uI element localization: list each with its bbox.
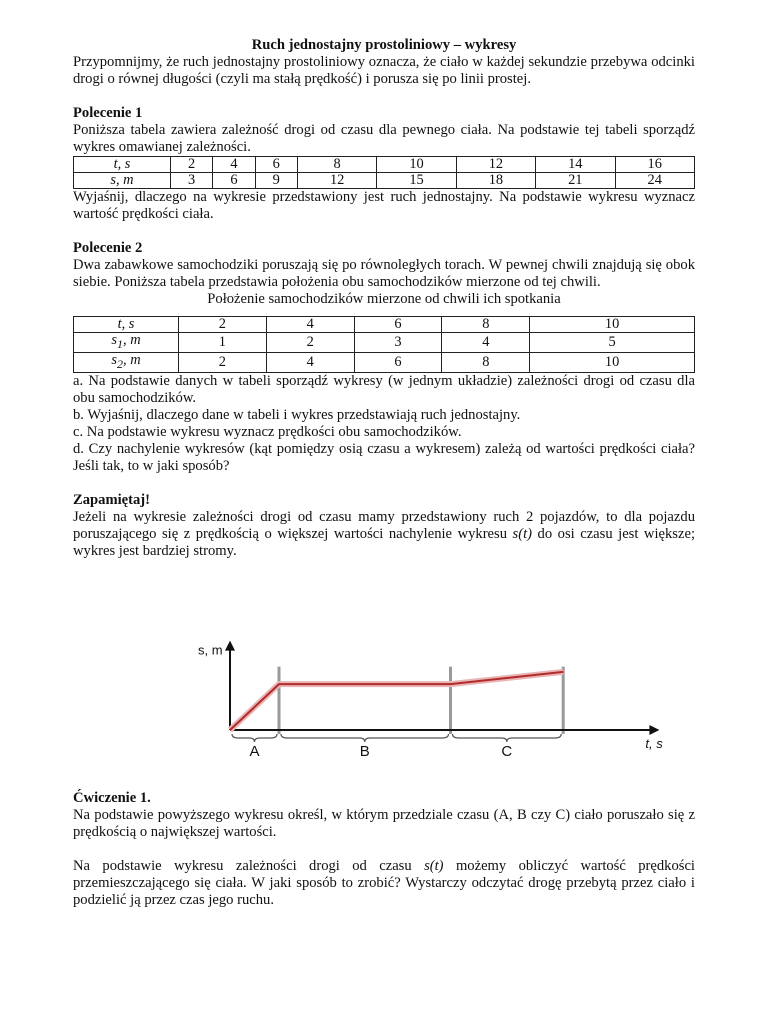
table-header-cell: t, s <box>74 317 179 333</box>
y-axis-label: s, m <box>198 642 223 658</box>
task2-text: Dwa zabawkowe samochodziki poruszają się po równoległych torach. W pewnej chwili znajdują się obok siebie. Poniższa tabela przedstawia położenia obu samochodzików mierzone od tej chwili. <box>73 257 695 290</box>
exercise-text: Na podstawie powyższego wykresu określ, w którym przedziale czasu (A, B czy C) ciało poruszało się z prędkością o największej wartości. <box>73 806 695 840</box>
exercise-st-symbol: s(t) <box>424 857 444 874</box>
table-header-cell: t, s <box>74 157 171 173</box>
remember-text <box>73 509 695 560</box>
task2-items <box>73 373 695 475</box>
exercise-text-2 <box>73 858 695 909</box>
label-unit: , m <box>123 332 141 348</box>
exercise-text-part: możemy obliczyć wartość prędkości przemieszczającego się ciała. W jaki sposób to zrobić? Wystarczy odczytać drogę przebytą przez ciało i podzielić ją przez czas jego ruchu. <box>73 857 695 908</box>
document-page <box>73 36 695 909</box>
table-cell: 8 <box>442 352 530 372</box>
table-cell: 4 <box>213 157 255 173</box>
interval-bracket <box>453 734 562 742</box>
task1-text: Poniższa tabela zawiera zależność drogi od czasu dla pewnego ciała. Na podstawie tej tabeli sporządź wykres omawianej zależności. <box>73 122 695 155</box>
interval-label: A <box>249 742 260 760</box>
table-cell: 4 <box>266 317 354 333</box>
table-cell: 3 <box>354 333 442 353</box>
remember-text-part: Jeżeli na wykresie zależności drogi od czasu mamy przedstawiony ruch 2 pojazdów, to dla pojazdu poruszającego się z prędkością o większej wartości nachylenie wykresu <box>73 508 695 542</box>
table-cell: 16 <box>615 157 695 173</box>
task2-table-caption: Położenie samochodzików mierzone od chwili ich spotkania <box>207 291 561 307</box>
table-cell: 2 <box>266 333 354 353</box>
table-row <box>74 157 695 173</box>
y-axis-arrow <box>225 640 235 650</box>
interval-label: B <box>359 742 370 760</box>
table-cell: 6 <box>354 352 442 372</box>
x-axis-label: t, s <box>645 735 663 751</box>
table-cell: 12 <box>456 157 535 173</box>
remember-st-symbol: s(t) <box>512 525 533 542</box>
label-subscript: 2 <box>117 356 123 371</box>
table-cell: 6 <box>354 317 442 333</box>
table-cell: 1 <box>179 333 267 353</box>
table-cell: 2 <box>171 157 213 173</box>
table-header-cell <box>74 333 179 353</box>
task1-heading: Polecenie 1 <box>73 105 143 121</box>
page-title: Ruch jednostajny prostoliniowy – wykresy <box>251 37 517 53</box>
table-cell: 4 <box>266 352 354 372</box>
list-item: c. Na podstawie wykresu wyznacz prędkości obu samochodzików. <box>73 423 462 440</box>
table-cell: 8 <box>297 157 376 173</box>
distance-time-graph <box>73 566 695 778</box>
table-row <box>74 333 695 353</box>
table-row <box>74 173 695 189</box>
table-row <box>74 352 695 372</box>
table-cell: 10 <box>530 317 695 333</box>
remember-text-part: do osi czasu jest większe; wykres jest bardziej stromy. <box>73 525 695 559</box>
task1-after-text: Wyjaśnij, dlaczego na wykresie przedstawiony jest ruch jednostajny. Na podstawie wykresu wyznacz wartość prędkości ciała. <box>73 189 695 222</box>
table-cell: 21 <box>536 173 615 189</box>
list-item: b. Wyjaśnij, dlaczego dane w tabeli i wykres przedstawiają ruch jednostajny. <box>73 406 521 423</box>
task1-table <box>73 156 695 189</box>
table-cell: 8 <box>442 317 530 333</box>
table-cell: 9 <box>255 173 297 189</box>
table-cell: 4 <box>442 333 530 353</box>
table-cell: 24 <box>615 173 695 189</box>
table-cell: 12 <box>297 173 376 189</box>
remember-heading: Zapamiętaj! <box>73 491 151 508</box>
table-header-cell <box>74 352 179 372</box>
table-cell: 5 <box>530 333 695 353</box>
table-cell: 14 <box>536 157 615 173</box>
table-header-cell: s, m <box>74 173 171 189</box>
intro-paragraph: Przypomnijmy, że ruch jednostajny prostoliniowy oznacza, że ciało w każdej sekundzie przebywa odcinki drogi o równej długości (czyli ma stałą prędkość) i porusza się po linii prostej. <box>73 54 695 87</box>
table-cell: 10 <box>377 157 456 173</box>
interval-bracket <box>281 734 449 742</box>
table-cell: 2 <box>179 317 267 333</box>
label-unit: , m <box>123 351 141 368</box>
task2-table <box>73 316 695 373</box>
label-main: s <box>111 332 117 348</box>
label-subscript: 1 <box>117 336 123 351</box>
interval-bracket <box>232 734 277 742</box>
exercise-text-part: Na podstawie wykresu zależności drogi od czasu <box>73 857 425 874</box>
table-cell: 6 <box>255 157 297 173</box>
list-item: d. Czy nachylenie wykresów (kąt pomiędzy osią czasu a wykresem) zależą od wartości prędkości ciała? Jeśli tak, to w jaki sposób? <box>73 440 695 474</box>
exercise-heading: Ćwiczenie 1. <box>73 789 151 806</box>
table-cell: 3 <box>171 173 213 189</box>
table-cell: 18 <box>456 173 535 189</box>
list-item: a. Na podstawie danych w tabeli sporządź wykresy (w jednym układzie) zależności drogi od czasu dla obu samochodzików. <box>73 372 695 406</box>
table-row <box>74 317 695 333</box>
x-axis-arrow <box>649 725 659 735</box>
table-cell: 2 <box>179 352 267 372</box>
table-cell: 10 <box>530 352 695 372</box>
chart-svg <box>73 566 695 778</box>
task2-heading: Polecenie 2 <box>73 240 143 256</box>
table-cell: 15 <box>377 173 456 189</box>
interval-label: C <box>501 742 513 760</box>
label-main: s <box>111 351 117 368</box>
table-cell: 6 <box>213 173 255 189</box>
